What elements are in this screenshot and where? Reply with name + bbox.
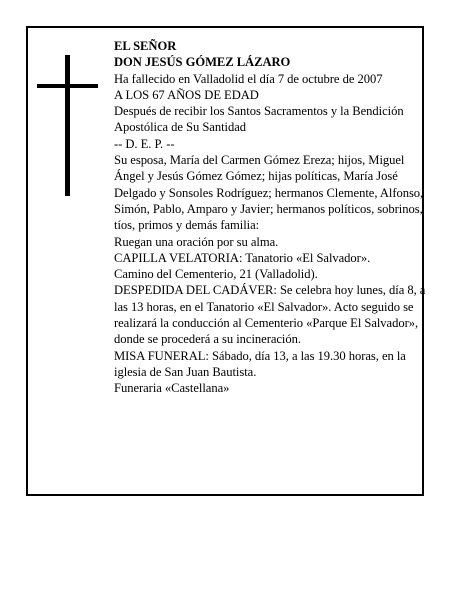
deceased-name: DON JESÚS GÓMEZ LÁZARO [114, 55, 291, 70]
prayer-request: Ruegan una oración por su alma. [114, 234, 279, 249]
family-list: Su esposa, María del Carmen Gómez Ereza; hijos, Miguel Ángel y Jesús Gómez Gómez; hijas políticas, María José Delgado y Sonsoles Rodríguez; hermanos Clemente, Alfonso, Simón, Pablo, Amparo y Javier; hermanos políticos, sobrinos, tíos, primos y demás familia: [114, 153, 424, 233]
death-date: Ha fallecido en Valladolid el día 7 de octubre de 2007 [114, 71, 383, 86]
funeral-mass: MISA FUNERAL: Sábado, día 13, a las 19.30 horas, en la iglesia de San Juan Bautista. [114, 348, 406, 379]
farewell-details: DESPEDIDA DEL CADÁVER: Se celebra hoy lunes, día 8, a las 13 horas, en el Tanatorio «El Salvador». Acto seguido se realizará la conducción al Cementerio «Parque El Salvador», donde se procederá a su incineración. [114, 283, 426, 347]
rip-text: -- D. E. P. -- [114, 136, 175, 151]
cross-icon [65, 55, 70, 196]
cross-icon-arm [37, 84, 98, 88]
age-at-death: A LOS 67 AÑOS DE EDAD [114, 87, 259, 102]
funeral-home: Funeraria «Castellana» [114, 381, 230, 396]
obituary-text [114, 38, 424, 397]
chapel-address: Camino del Cementerio, 21 (Valladolid). [114, 267, 318, 282]
sacraments-text: Después de recibir los Santos Sacramentos y la Bendición Apostólica de Su Santidad [114, 104, 404, 135]
chapel-location: CAPILLA VELATORIA: Tanatorio «El Salvador». [114, 250, 371, 265]
deceased-title: EL SEÑOR [114, 39, 177, 53]
